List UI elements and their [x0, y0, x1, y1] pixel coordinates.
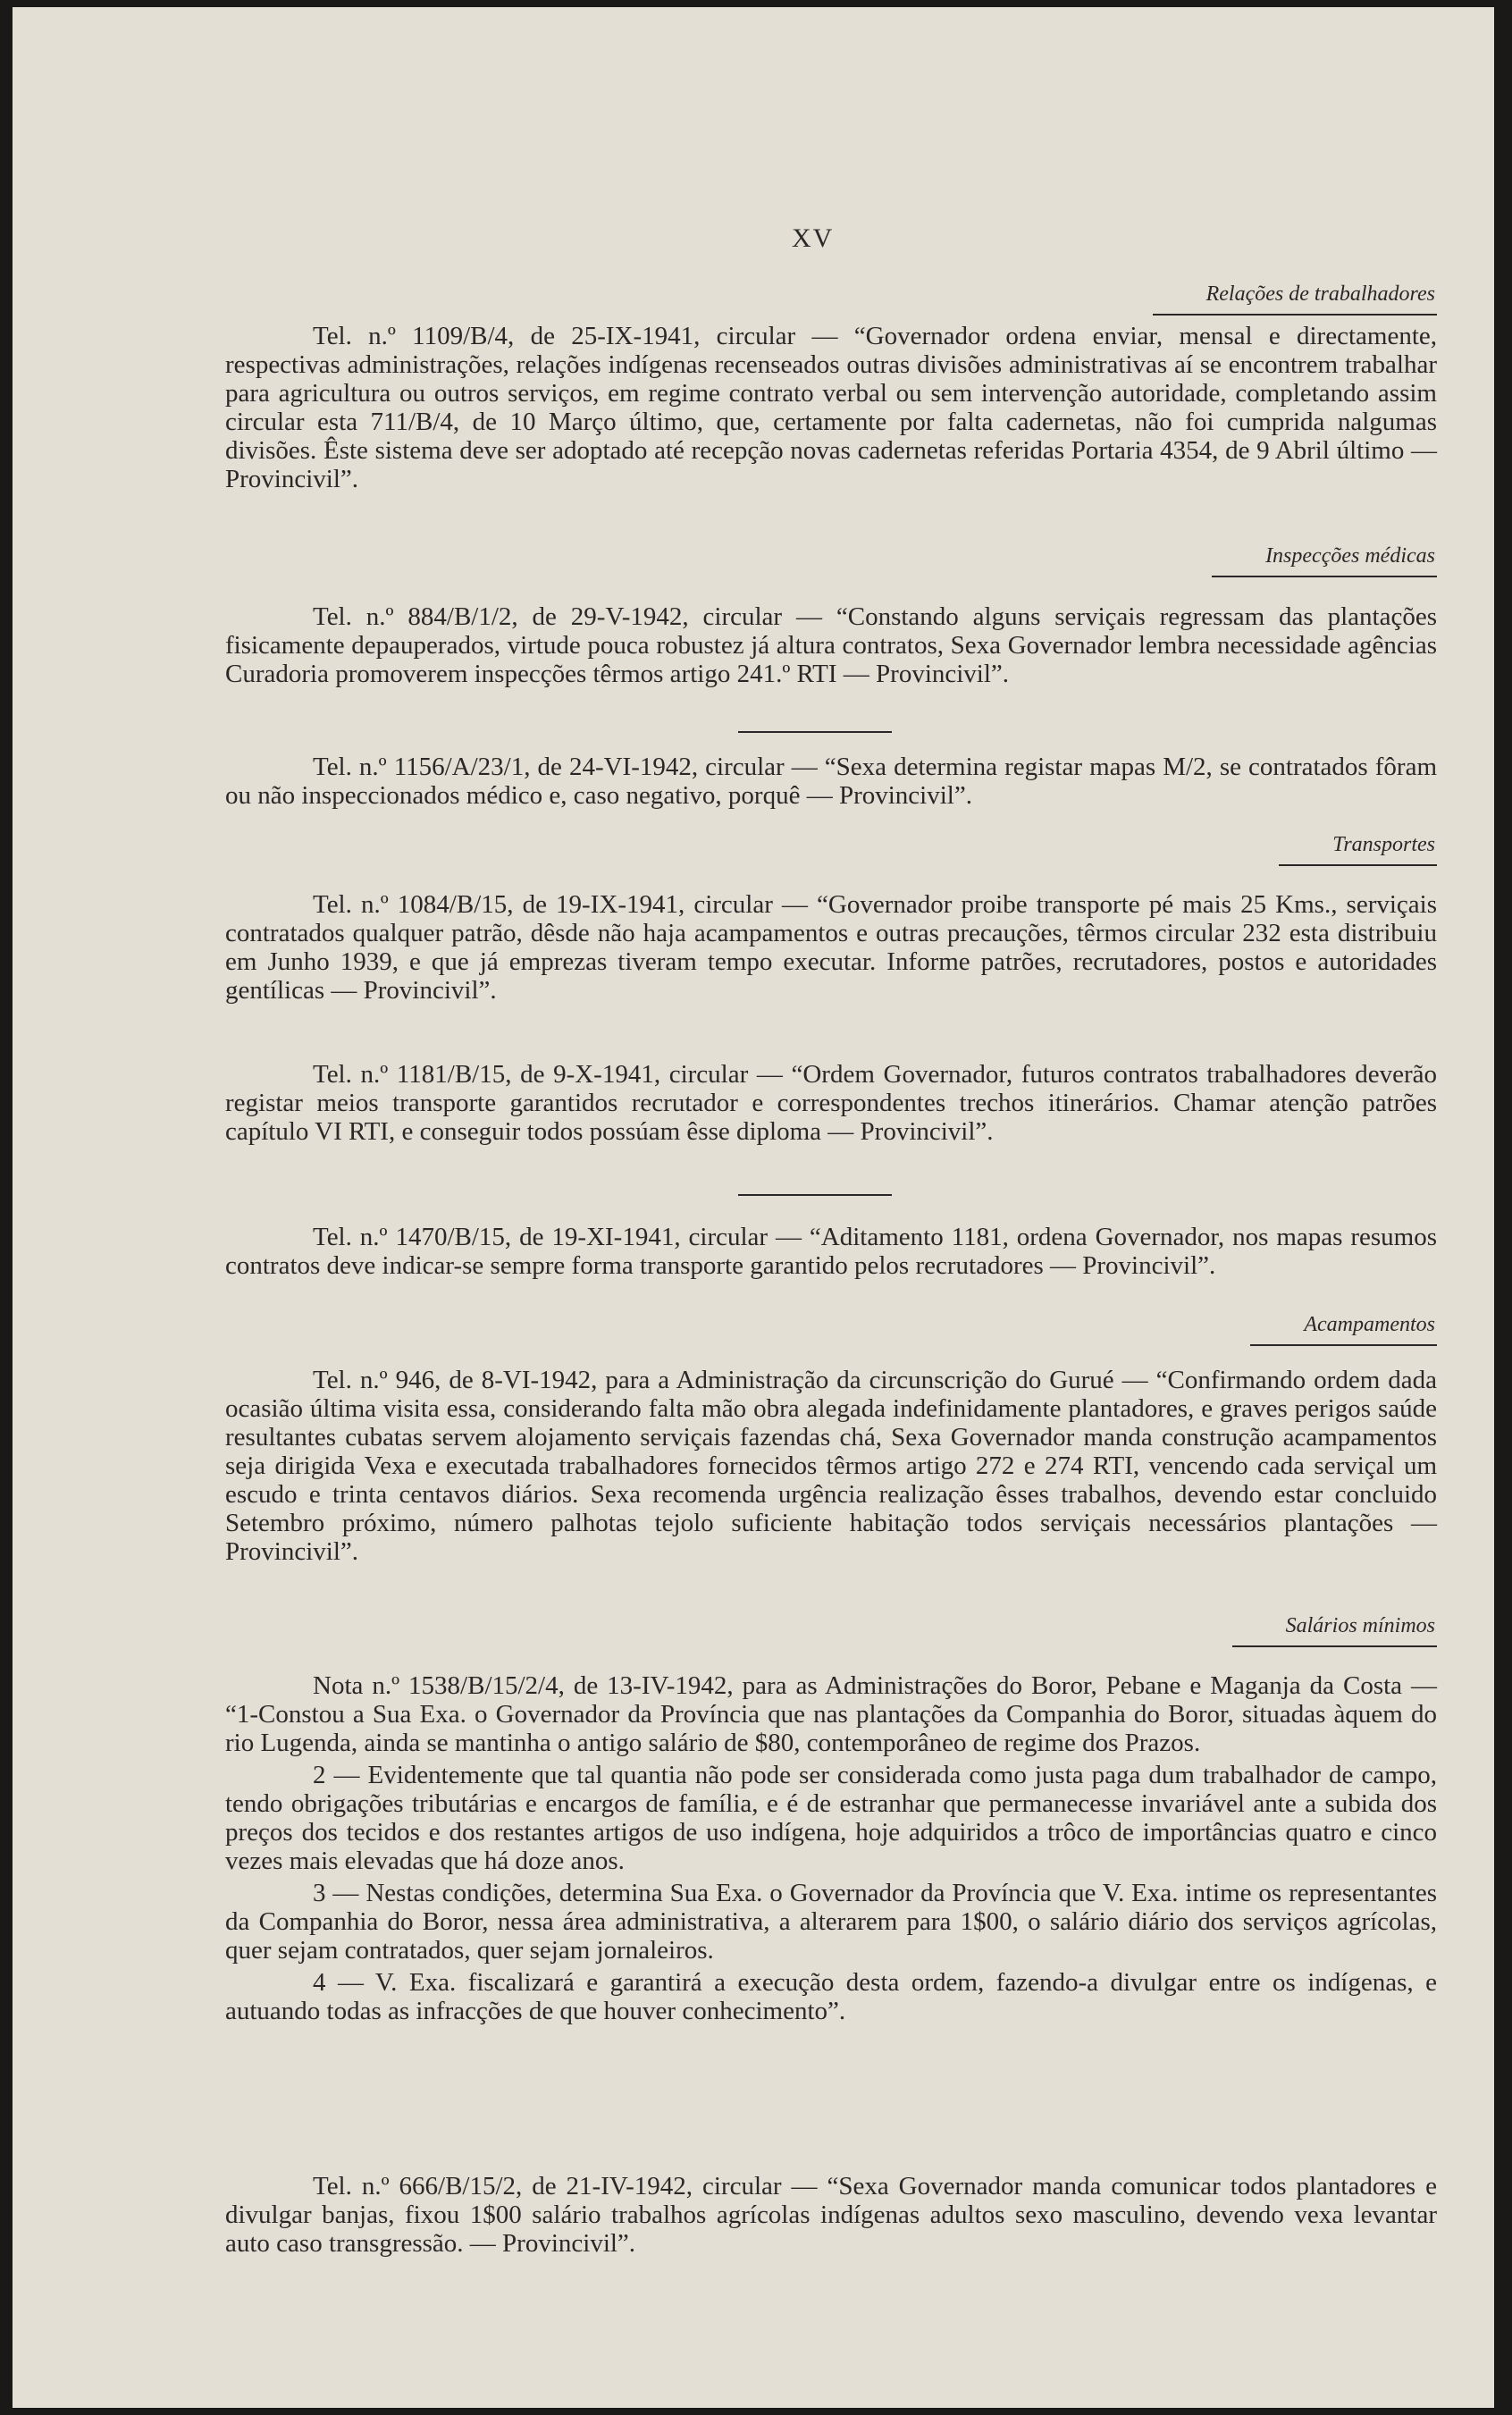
paragraph-tel-1181	[225, 1060, 1437, 1146]
section-heading-transportes: Transportes	[1279, 830, 1437, 866]
paragraph-text: 3 — Nestas condições, determina Sua Exa. o Governador da Província que V. Exa. intime os representantes da Companhia do Boror, nessa área administrativa, a alterarem para 1$00, o salário diário dos serviços agrícolas, quer sejam contratados, quer sejam jornaleiros.	[225, 1879, 1437, 1965]
page-number: XV	[792, 223, 835, 253]
paragraph-text: Tel. n.º 1109/B/4, de 25-IX-1941, circular — “Governador ordena enviar, mensal e directamente, respectivas administrações, relações indígenas recenseados outras divisões administrativas aí se encontrem trabalhar para agricultura ou outros serviços, em regime contrato verbal ou sem intervenção autoridade, completando assim circular esta 711/B/4, de 10 Março último, que, certamente por falta cadernetas, não foi cumprida nalgumas divisões. Êste sistema deve ser adoptado até recepção novas cadernetas referidas Portaria 4354, de 9 Abril último — Provincivil”.	[225, 322, 1437, 493]
section-heading-salarios: Salários mínimos	[1232, 1611, 1437, 1647]
paragraph-text: 4 — V. Exa. fiscalizará e garantirá a execução desta ordem, fazendo-a divulgar entre os indígenas, e autuando todas as infracções de que houver conhecimento”.	[225, 1968, 1437, 2025]
separator-rule	[738, 731, 892, 733]
paragraph-text: Nota n.º 1538/B/15/2/4, de 13-IV-1942, para as Administrações do Boror, Pebane e Maganja da Costa — “1-Constou a Sua Exa. o Governador da Província que nas plantações da Companhia do Boror, situadas àquem do rio Lugenda, ainda se mantinha o antigo salário de $80, contemporâneo de regime dos Prazos.	[225, 1671, 1437, 1757]
paragraph-tel-666	[225, 2172, 1437, 2258]
separator-rule	[738, 1194, 892, 1196]
paragraph-tel-884	[225, 602, 1437, 688]
paragraph-tel-1109	[225, 322, 1437, 493]
paragraph-text: Tel. n.º 1181/B/15, de 9-X-1941, circular — “Ordem Governador, futuros contratos trabalhadores deverão registar meios transporte garantidos recrutador e correspondentes trechos itinerários. Chamar atenção patrões capítulo VI RTI, e conseguir todos possúam êsse diploma — Provincivil”.	[225, 1060, 1437, 1146]
paragraph-tel-1156	[225, 753, 1437, 810]
document-page	[13, 7, 1494, 2408]
paragraph-text: Tel. n.º 1084/B/15, de 19-IX-1941, circular — “Governador proibe transporte pé mais 25 Kms., serviçais contratados qualquer patrão, dêsde não haja acampamentos e outras precauções, têrmos circular 232 esta distribuiu em Junho 1939, e que já emprezas tiveram tempo executar. Informe patrões, recrutadores, postos e autoridades gentílicas — Provincivil”.	[225, 890, 1437, 1005]
paragraph-nota-1538	[225, 1671, 1437, 2025]
paragraph-text: Tel. n.º 666/B/15/2, de 21-IV-1942, circular — “Sexa Governador manda comunicar todos plantadores e divulgar banjas, fixou 1$00 salário trabalhos agrícolas indígenas adultos sexo masculino, devendo vexa levantar auto caso transgressão. — Provincivil”.	[225, 2172, 1437, 2258]
paragraph-text: Tel. n.º 946, de 8-VI-1942, para a Administração da circunscrição do Gurué — “Confirmando ordem dada ocasião última visita essa, considerando falta mão obra alegada indefinidamente plantadores, e graves perigos saúde resultantes cubatas servem alojamento serviçais fazendas chá, Sexa Governador manda construção acampamentos seja dirigida Vexa e executada trabalhadores fornecidos têrmos artigo 272 e 274 RTI, vencendo cada serviçal um escudo e trinta centavos diários. Sexa recomenda urgência realização êsses trabalhos, devendo estar concluido Setembro próximo, número palhotas tejolo suficiente habitação todos serviçais necessários plantações — Provincivil”.	[225, 1366, 1437, 1566]
paragraph-text: Tel. n.º 1470/B/15, de 19-XI-1941, circular — “Aditamento 1181, ordena Governador, nos mapas resumos contratos deve indicar-se sempre forma transporte garantido pelos recrutadores — Provincivil”.	[225, 1223, 1437, 1280]
paragraph-tel-946	[225, 1366, 1437, 1566]
paragraph-tel-1084	[225, 890, 1437, 1005]
section-heading-relacoes: Relações de trabalhadores	[1153, 280, 1437, 316]
paragraph-text: Tel. n.º 1156/A/23/1, de 24-VI-1942, circular — “Sexa determina registar mapas M/2, se contratados fôram ou não inspeccionados médico e, caso negativo, porquê — Provincivil”.	[225, 753, 1437, 810]
section-heading-inspeccoes: Inspecções médicas	[1212, 542, 1437, 577]
paragraph-text: Tel. n.º 884/B/1/2, de 29-V-1942, circular — “Constando alguns serviçais regressam das plantações fisicamente depauperados, virtude pouca robustez já altura contratos, Sexa Governador lembra necessidade agências Curadoria promoverem inspecções têrmos artigo 241.º RTI — Provincivil”.	[225, 602, 1437, 688]
paragraph-tel-1470	[225, 1223, 1437, 1280]
paragraph-text: 2 — Evidentemente que tal quantia não pode ser considerada como justa paga dum trabalhador de campo, tendo obrigações tributárias e encargos de família, e é de estranhar que permanecesse invariável ante a subida dos preços dos tecidos e dos restantes artigos de uso indígena, hoje adquiridos a trôco de importâncias quatro e cinco vezes mais elevadas que há doze anos.	[225, 1761, 1437, 1875]
section-heading-acampamentos: Acampamentos	[1250, 1310, 1437, 1346]
